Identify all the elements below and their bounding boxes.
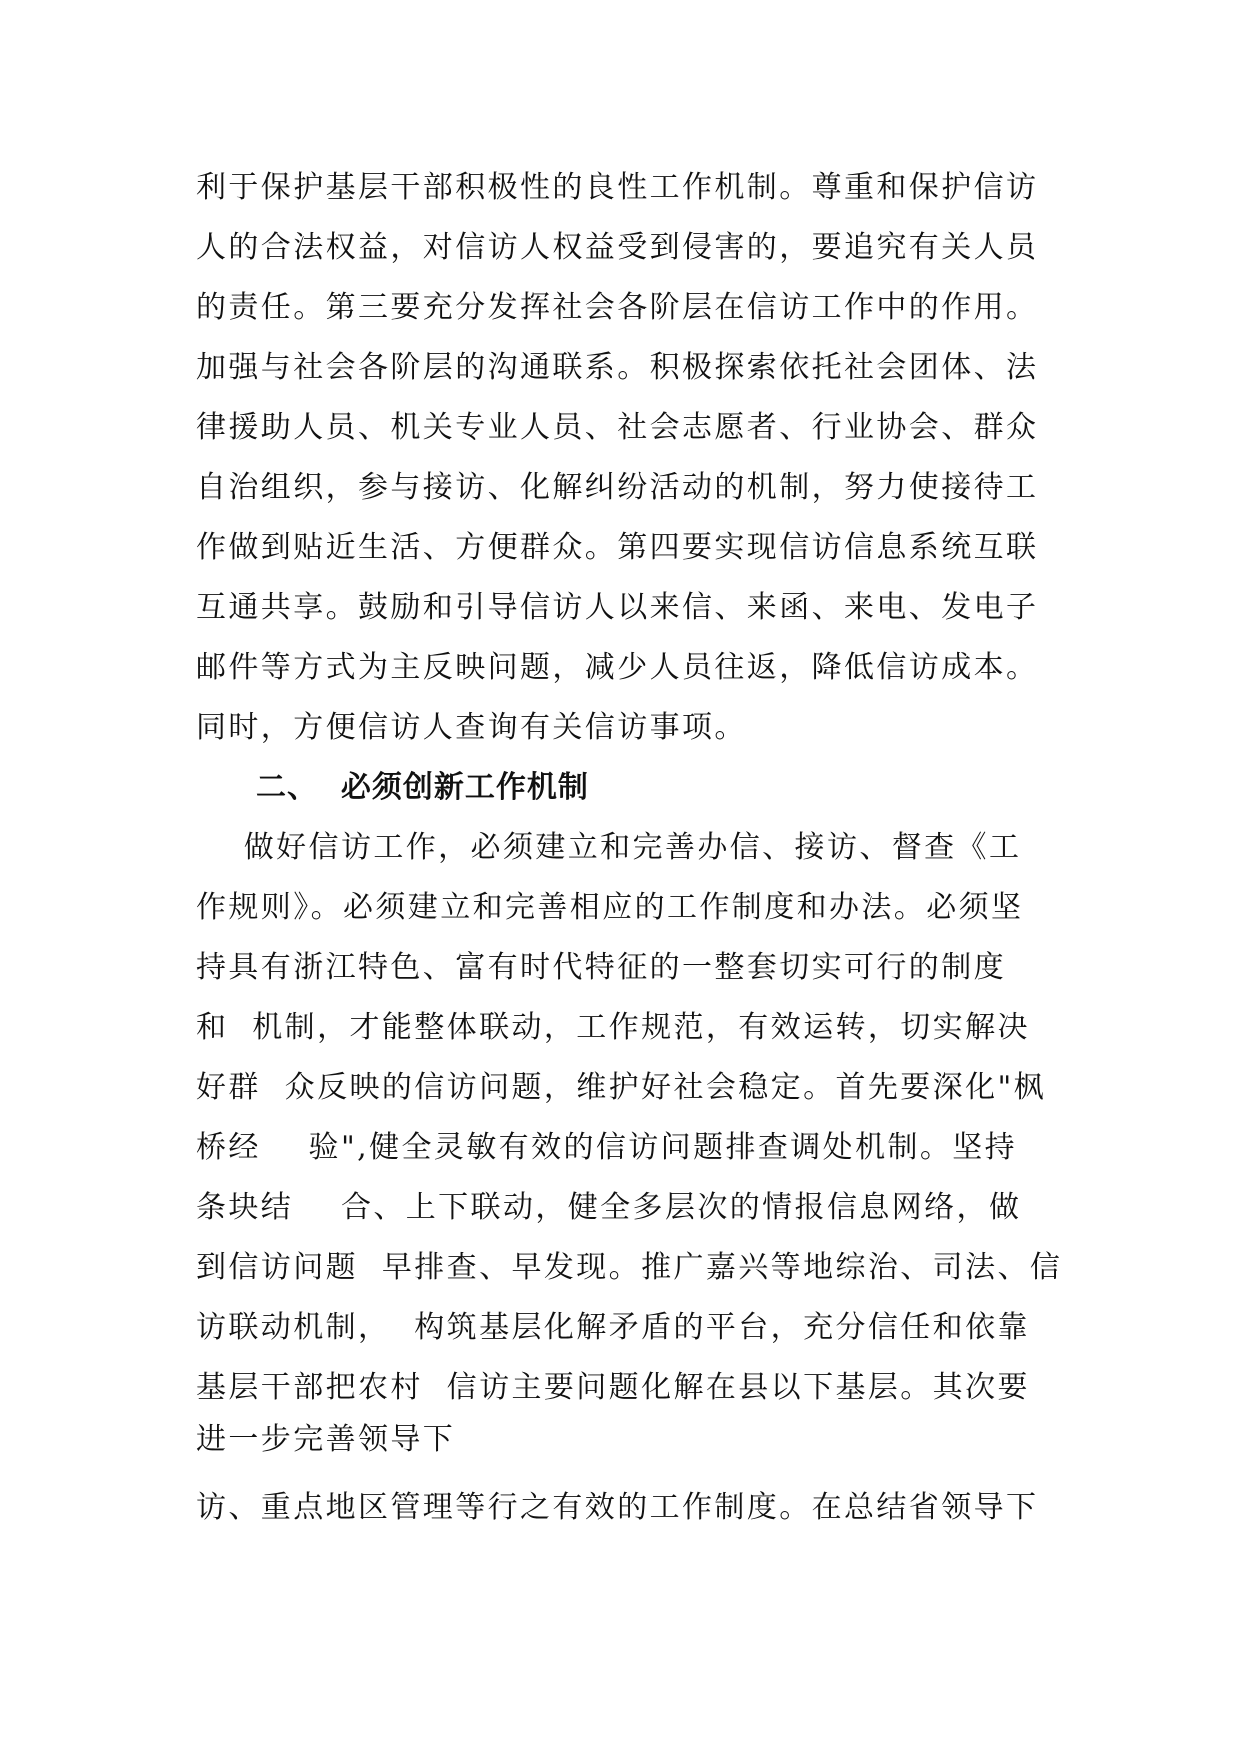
paragraph-line: 持具有浙江特色、富有时代特征的一整套切实可行的制度: [196, 950, 1006, 985]
paragraph-line: 条块结 合、上下联动，健全多层次的情报信息网络，做: [196, 1190, 1022, 1225]
paragraph-line: 进一步完善领导下: [196, 1422, 456, 1457]
paragraph-line: 邮件等方式为主反映问题，减少人员往返，降低信访成本。: [196, 650, 1039, 685]
paragraph-line: 人的合法权益，对信访人权益受到侵害的，要追究有关人员: [196, 230, 1039, 265]
paragraph-line: 作做到贴近生活、方便群众。第四要实现信访信息系统互联: [196, 530, 1039, 565]
paragraph-line: 做好信访工作，必须建立和完善办信、接访、督查《工: [196, 830, 1022, 865]
paragraph-line: 访、重点地区管理等行之有效的工作制度。在总结省领导下: [196, 1490, 1039, 1525]
paragraph-line: 利于保护基层干部积极性的良性工作机制。尊重和保护信访: [196, 170, 1039, 205]
paragraph-line: 加强与社会各阶层的沟通联系。积极探索依托社会团体、法: [196, 350, 1039, 385]
paragraph-line: 到信访问题 早排查、早发现。推广嘉兴等地综治、司法、信: [196, 1250, 1063, 1285]
paragraph-line: 基层干部把农村 信访主要问题化解在县以下基层。其次要: [196, 1370, 1030, 1405]
paragraph-line: 好群 众反映的信访问题，维护好社会稳定。首先要深化"枫: [196, 1070, 1047, 1105]
paragraph-line: 桥经 验",健全灵敏有效的信访问题排查调处机制。坚持: [196, 1130, 1018, 1165]
paragraph-line: 同时，方便信访人查询有关信访事项。: [196, 710, 747, 745]
paragraph-line: 访联动机制， 构筑基层化解矛盾的平台，充分信任和依靠: [196, 1310, 1030, 1345]
paragraph-line: 律援助人员、机关专业人员、社会志愿者、行业协会、群众: [196, 410, 1039, 445]
paragraph-line: 自治组织，参与接访、化解纠纷活动的机制，努力使接待工: [196, 470, 1039, 505]
paragraph-line: 的责任。第三要充分发挥社会各阶层在信访工作中的作用。: [196, 290, 1039, 325]
paragraph-line: 和 机制，才能整体联动，工作规范，有效运转，切实解决: [196, 1010, 1030, 1045]
section-heading: 二、 必须创新工作机制: [256, 770, 589, 805]
paragraph-line: 作规则》。必须建立和完善相应的工作制度和办法。必须坚: [196, 890, 1024, 925]
paragraph-line: 互通共享。鼓励和引导信访人以来信、来函、来电、发电子: [196, 590, 1039, 625]
